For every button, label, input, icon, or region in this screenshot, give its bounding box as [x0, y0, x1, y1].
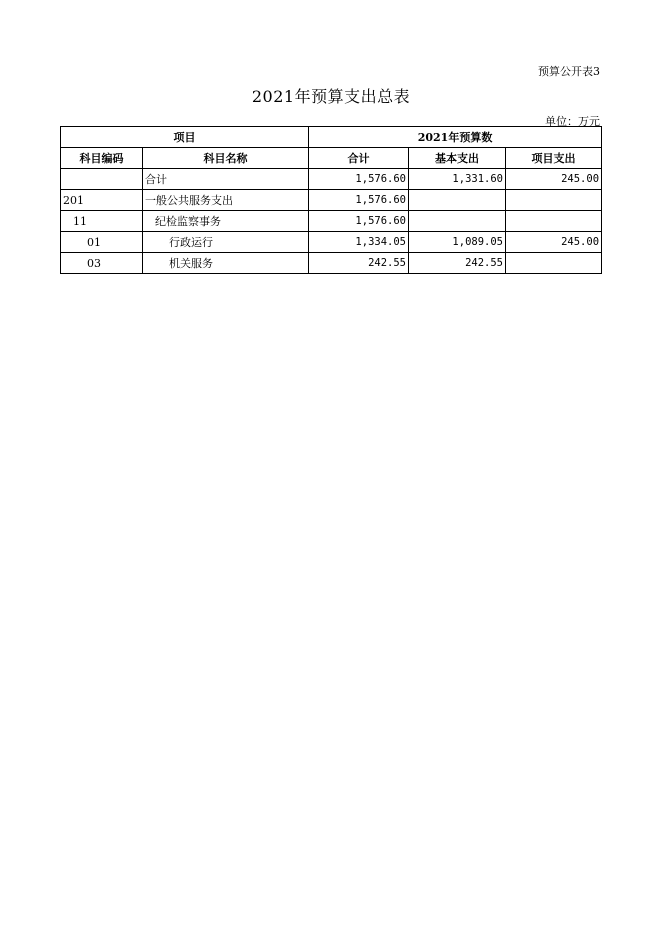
- cell-name: 纪检监察事务: [143, 211, 309, 232]
- cell-project: 245.00: [506, 169, 602, 190]
- cell-project: [506, 253, 602, 274]
- cell-total: 242.55: [309, 253, 409, 274]
- group-header-row: [61, 127, 602, 148]
- cell-project: 245.00: [506, 232, 602, 253]
- unit-label: 单位：万元: [545, 115, 600, 128]
- column-header-project: 项目支出: [506, 148, 602, 169]
- cell-name: 合计: [143, 169, 309, 190]
- budget-expenditure-table: [60, 126, 602, 274]
- cell-basic: [409, 211, 506, 232]
- column-header-total: 合计: [309, 148, 409, 169]
- cell-code: 11: [61, 211, 143, 232]
- cell-name: 行政运行: [143, 232, 309, 253]
- column-header-row: [61, 148, 602, 169]
- cell-code: 01: [61, 232, 143, 253]
- cell-code: [61, 169, 143, 190]
- table-row: [61, 190, 602, 211]
- cell-total: 1,576.60: [309, 211, 409, 232]
- table-row: [61, 253, 602, 274]
- cell-name: 一般公共服务支出: [143, 190, 309, 211]
- cell-basic: 1,089.05: [409, 232, 506, 253]
- column-header-code: 科目编码: [61, 148, 143, 169]
- table-row: [61, 232, 602, 253]
- group-header-item: 项目: [61, 127, 309, 148]
- cell-total: 1,576.60: [309, 169, 409, 190]
- cell-project: [506, 211, 602, 232]
- cell-name: 机关服务: [143, 253, 309, 274]
- cell-code: 201: [61, 190, 143, 211]
- group-header-budget: 2021年预算数: [309, 127, 602, 148]
- table-row: [61, 211, 602, 232]
- cell-basic: 242.55: [409, 253, 506, 274]
- cell-basic: [409, 190, 506, 211]
- cell-code: 03: [61, 253, 143, 274]
- table-row: [61, 169, 602, 190]
- cell-project: [506, 190, 602, 211]
- column-header-name: 科目名称: [143, 148, 309, 169]
- cell-total: 1,576.60: [309, 190, 409, 211]
- page-title: 2021年预算支出总表: [251, 87, 411, 106]
- cell-basic: 1,331.60: [409, 169, 506, 190]
- column-header-basic: 基本支出: [409, 148, 506, 169]
- form-number: 预算公开表3: [538, 65, 600, 78]
- cell-total: 1,334.05: [309, 232, 409, 253]
